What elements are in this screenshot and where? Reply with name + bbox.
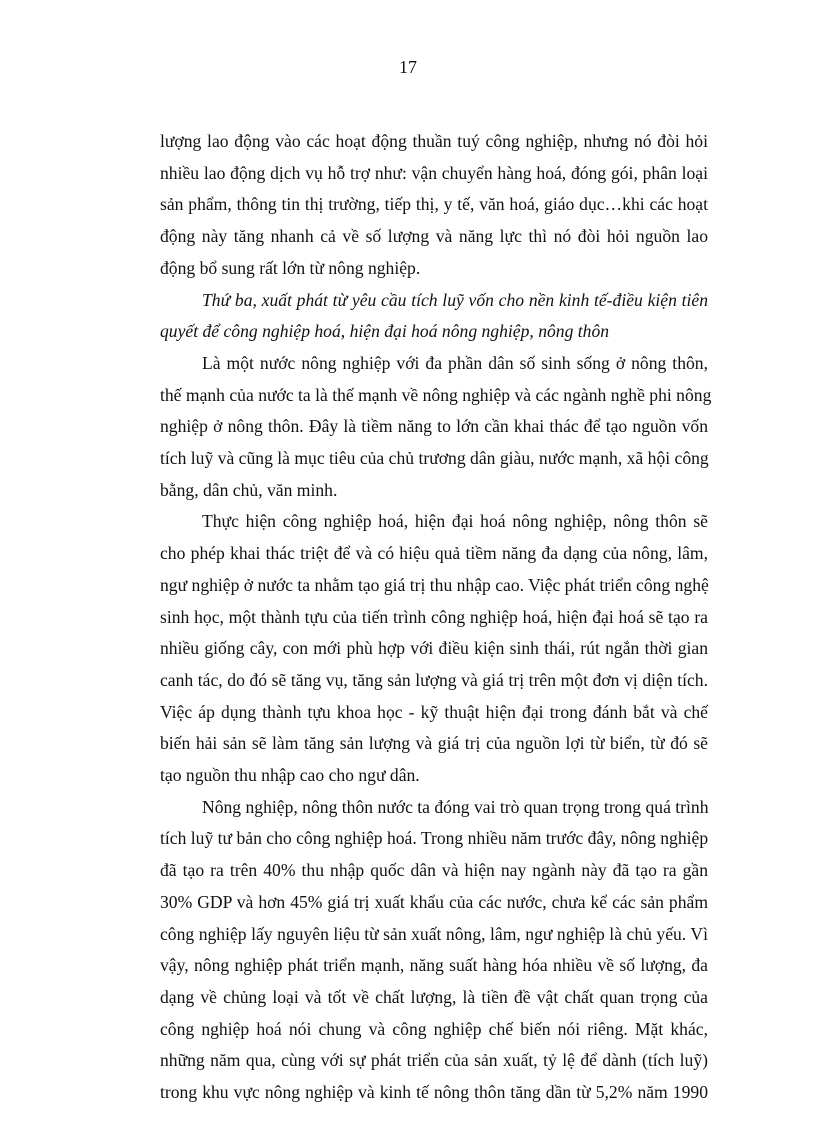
text-line: 30% GDP và hơn 45% giá trị xuất khẩu của các nước, chưa kể các sản phẩm — [160, 891, 708, 912]
text-line: tích luỹ và cũng là mục tiêu của chủ trương dân giàu, nước mạnh, xã hội công — [160, 448, 709, 469]
text-line: Nông nghiệp, nông thôn nước ta đóng vai trò quan trọng trong quá trình — [202, 796, 709, 817]
text-line: đã tạo ra trên 40% thu nhập quốc dân và hiện nay ngành này đã tạo ra gần — [160, 860, 708, 881]
text-line: thế mạnh của nước ta là thế mạnh về nông nghiệp và các ngành nghề phi nông — [160, 384, 712, 405]
text-line: Thứ ba, xuất phát từ yêu cầu tích luỹ vốn cho nền kinh tế-điều kiện tiên — [202, 289, 708, 310]
text-line: canh tác, do đó sẽ tăng vụ, tăng sản lượng và giá trị trên một đơn vị diện tích. — [160, 669, 708, 690]
text-line: sản phẩm, thông tin thị trường, tiếp thị, y tế, văn hoá, giáo dục…khi các hoạt — [160, 194, 708, 215]
body-paragraph — [160, 348, 712, 507]
text-line: động bổ sung rất lớn từ nông nghiệp. — [160, 257, 421, 278]
text-line: quyết để công nghiệp hoá, hiện đại hoá nông nghiệp, nông thôn — [160, 321, 610, 342]
page-number: 17 — [399, 57, 417, 77]
text-line: cho phép khai thác triệt để và có hiệu quả tiềm năng đa dạng của nông, lâm, — [160, 543, 708, 564]
text-line: vậy, nông nghiệp phát triển mạnh, năng suất hàng hóa nhiều về số lượng, đa — [160, 955, 708, 976]
text-line: trong khu vực nông nghiệp và kinh tế nông thôn tăng dần từ 5,2% năm 1990 — [160, 1082, 708, 1103]
text-line: động này tăng nhanh cả về số lượng và năng lực thì nó đòi hỏi nguồn lao — [160, 226, 708, 247]
text-line: Thực hiện công nghiệp hoá, hiện đại hoá nông nghiệp, nông thôn sẽ — [202, 511, 708, 532]
document-body — [160, 126, 712, 1109]
text-line: bằng, dân chủ, văn minh. — [160, 479, 338, 500]
text-line: nhiều giống cây, con mới phù hợp với điều kiện sinh thái, rút ngắn thời gian — [160, 638, 708, 659]
text-line: tích luỹ tư bản cho công nghiệp hoá. Trong nhiều năm trước đây, nông nghiệp — [160, 828, 709, 849]
text-line: Việc áp dụng thành tựu khoa học - kỹ thuật hiện đại trong đánh bắt và chế — [160, 701, 708, 722]
text-line: nghiệp ở nông thôn. Đây là tiềm năng to lớn cần khai thác để tạo nguồn vốn — [160, 416, 708, 437]
text-line: công nghiệp hoá nói chung và công nghiệp chế biến nói riêng. Mặt khác, — [160, 1018, 708, 1039]
text-line: ngư nghiệp ở nước ta nhằm tạo giá trị thu nhập cao. Việc phát triển công nghệ — [160, 574, 709, 595]
body-paragraph — [160, 792, 708, 1109]
body-paragraph — [160, 126, 708, 285]
text-line: những năm qua, cùng với sự phát triển của sản xuất, tỷ lệ để dành (tích luỹ) — [160, 1050, 708, 1071]
text-line: biến hải sản sẽ làm tăng sản lượng và giá trị của nguồn lợi từ biển, từ đó sẽ — [160, 733, 708, 754]
text-line: dạng về chủng loại và tốt về chất lượng, là tiền đề vật chất quan trọng của — [160, 986, 708, 1007]
text-line: nhiều lao động dịch vụ hỗ trợ như: vận chuyển hàng hoá, đóng gói, phân loại — [160, 162, 708, 183]
text-line: lượng lao động vào các hoạt động thuần tuý công nghiệp, nhưng nó đòi hỏi — [160, 131, 708, 151]
text-line: công nghiệp lấy nguyên liệu từ sản xuất nông, lâm, ngư nghiệp là chủ yếu. Vì — [160, 923, 708, 944]
body-paragraph — [160, 506, 708, 791]
text-line: Là một nước nông nghiệp với đa phần dân số sinh sống ở nông thôn, — [202, 352, 708, 373]
text-line: sinh học, một thành tựu của tiến trình công nghiệp hoá, hiện đại hoá sẽ tạo ra — [160, 606, 708, 627]
italic-heading-paragraph — [160, 285, 708, 348]
text-line: tạo nguồn thu nhập cao cho ngư dân. — [160, 765, 420, 786]
